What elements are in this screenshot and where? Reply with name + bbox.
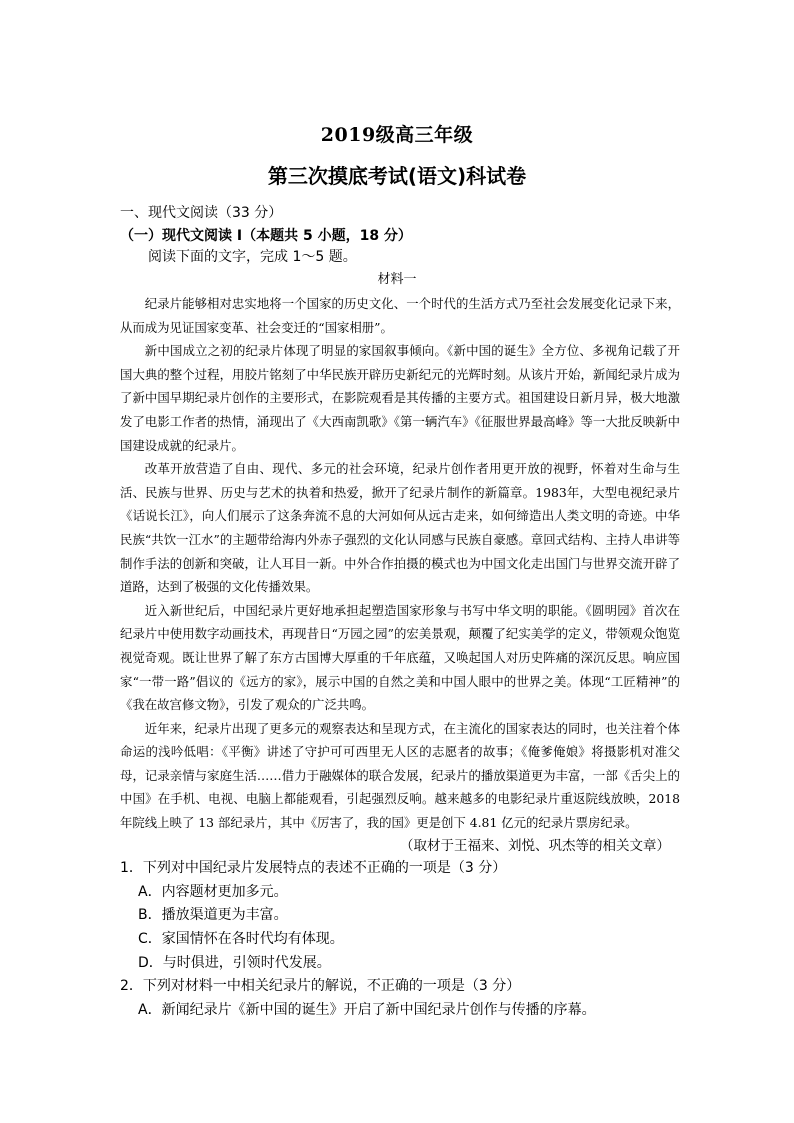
section-heading: 一、现代文阅读（33 分） [120, 205, 283, 221]
passage-paragraph: 新中国成立之初的纪录片体现了明显的家国叙事倾向。《新中国的诞生》全方位、多视角记载了开国大典的整个过程，用胶片铭刻了中华民族开辟历史新纪元的光辉时刻。从该片开始，新闻纪录片成为了新中国早期纪录片创作的主要形式，在影院观看是其传播的主要方式。祖国建设日新月异，极大地激发了电影工作者的热情，涌现出了《大西南凯歌》《第一辆汽车》《征服世界最高峰》等一大批反映新中国建设成就的纪录片。 [120, 343, 680, 453]
material-source: （取材于王福来、刘悦、巩杰等的相关文章） [400, 838, 670, 854]
question-2-stem: 2．下列对材料一中相关纪录片的解说，不正确的一项是（3 分） [120, 978, 521, 994]
question-2-option-a: A．新闻纪录片《新中国的诞生》开启了新中国纪录片创作与传播的序幕。 [138, 1002, 596, 1018]
exam-subject-title: 第三次摸底考试(语文)科试卷 [267, 164, 527, 188]
section-subheading: （一）现代文阅读 I（本题共 5 小题，18 分） [120, 228, 412, 244]
exam-grade-title: 2019级高三年级 [320, 124, 474, 146]
material-passage [120, 292, 680, 835]
passage-paragraph: 近入新世纪后，中国纪录片更好地承担起塑造国家形象与书写中华文明的职能。《圆明园》首次在纪录片中使用数字动画技术，再现昔日“万园之园”的宏美景观，颠覆了纪实美学的定义，带领观众饱览视觉奇观。既让世界了解了东方古国博大厚重的千年底蕴，又唤起国人对历史阵痛的深沉反思。响应国家“一带一路”倡议的《远方的家》，展示中国的自然之美和中国人眼中的世界之美。体现“工匠精神”的《我在故宫修文物》，引发了观众的广泛共鸣。 [120, 602, 680, 713]
question-1-option-d: D．与时俱进，引领时代发展。 [138, 955, 331, 971]
question-1-option-a: A．内容题材更加多元。 [138, 884, 288, 900]
reading-instruction: 阅读下面的文字，完成 1～5 题。 [148, 249, 357, 265]
material-label: 材料一 [377, 272, 417, 287]
question-1-option-c: C．家国情怀在各时代均有体现。 [138, 931, 344, 947]
passage-paragraph: 近年来，纪录片出现了更多元的观察表达和呈现方式，在主流化的国家表达的同时，也关注着个体命运的浅吟低唱：《平衡》讲述了守护可可西里无人区的志愿者的故事；《俺爹俺娘》将摄影机对准父母，记录亲情与家庭生活……借力于融媒体的联合发展，纪录片的播放渠道更为丰富，一部《舌尖上的中国》在手机、电视、电脑上都能观看，引起强烈反响。越来越多的电影纪录片重返院线放映，2018 年院线上映了 13 部纪录片，其中《厉害了，我的国》更是创下 4.81 亿元的纪录片票房纪录。 [120, 720, 680, 831]
passage-paragraph: 改革开放营造了自由、现代、多元的社会环境，纪录片创作者用更开放的视野，怀着对生命与生活、民族与世界、历史与艺术的执着和热爱，掀开了纪录片制作的新篇章。1983年，大型电视纪录片《话说长江》，向人们展示了这条奔流不息的大河如何从远古走来，如何缔造出人类文明的奇迹。中华民族“共饮一江水”的主题带给海内外赤子强烈的文化认同感与民族自豪感。章回式结构、主持人串讲等制作手法的创新和突破，让人耳目一新。中外合作拍摄的模式也为中国文化走出国门与世界交流开辟了道路，达到了极强的文化传播效果。 [120, 461, 680, 595]
passage-paragraph: 纪录片能够相对忠实地将一个国家的历史文化、一个时代的生活方式乃至社会发展变化记录下来，从而成为见证国家变革、社会变迁的“国家相册”。 [120, 296, 680, 335]
question-1-option-b: B．播放渠道更为丰富。 [138, 907, 288, 923]
question-1-stem: 1．下列对中国纪录片发展特点的表述不正确的一项是（3 分） [120, 860, 507, 876]
